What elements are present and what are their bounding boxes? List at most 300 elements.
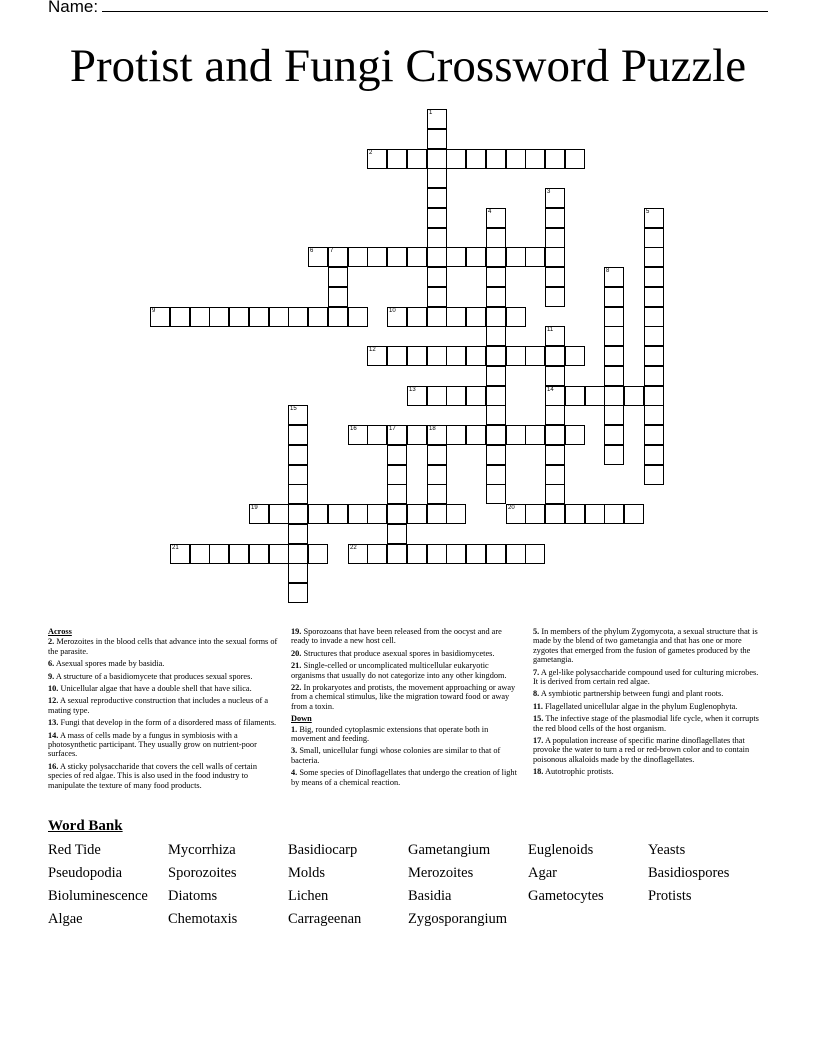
- grid-cell[interactable]: [407, 307, 427, 327]
- clue-number-label: 22: [350, 545, 357, 551]
- clue-text: Unicellular algae that have a double shell that have silica.: [60, 684, 252, 694]
- grid-cell[interactable]: [545, 228, 565, 248]
- grid-cell[interactable]: [486, 287, 506, 307]
- grid-cell[interactable]: [288, 405, 308, 425]
- grid-cell[interactable]: [466, 346, 486, 366]
- word-bank-item: Merozoites: [408, 865, 474, 881]
- grid-cell[interactable]: [288, 425, 308, 445]
- grid-cell[interactable]: [644, 366, 664, 386]
- grid-cell[interactable]: [427, 188, 447, 208]
- grid-cell[interactable]: [525, 247, 545, 267]
- grid-cell[interactable]: [486, 149, 506, 169]
- grid-cell[interactable]: [545, 326, 565, 346]
- clue-number: 9.: [48, 671, 55, 681]
- grid-cell[interactable]: [387, 247, 407, 267]
- grid-cell[interactable]: [604, 287, 624, 307]
- name-blank-line[interactable]: [102, 0, 768, 12]
- grid-cell[interactable]: [269, 504, 289, 524]
- clue-item: [533, 689, 763, 698]
- clue-number-label: 12: [369, 347, 376, 353]
- grid-cell[interactable]: [328, 307, 348, 327]
- word-bank-item: Lichen: [288, 888, 329, 904]
- clue-text: Merozoites in the blood cells that advance into the sexual forms of the parasite.: [48, 637, 278, 656]
- grid-cell[interactable]: [190, 544, 210, 564]
- clue-number: 15.: [533, 714, 544, 724]
- word-bank-item: Euglenoids: [528, 842, 594, 858]
- word-bank-item: Basidia: [408, 888, 452, 904]
- grid-cell[interactable]: [427, 247, 447, 267]
- grid-cell[interactable]: [269, 307, 289, 327]
- clues-column-1: [48, 627, 278, 793]
- clue-number: 3.: [291, 746, 298, 756]
- clue-number-label: 3: [547, 189, 551, 195]
- grid-cell[interactable]: [427, 168, 447, 188]
- clue-text: Autotrophic protists.: [545, 767, 614, 777]
- grid-cell[interactable]: [466, 149, 486, 169]
- grid-cell[interactable]: [545, 445, 565, 465]
- clue-number: 21.: [291, 661, 302, 671]
- clue-number: 4.: [291, 768, 298, 778]
- word-bank-item: Chemotaxis: [168, 911, 238, 927]
- grid-cell[interactable]: [486, 267, 506, 287]
- grid-cell[interactable]: [545, 504, 565, 524]
- word-bank: [48, 841, 768, 929]
- grid-cell[interactable]: [525, 425, 545, 445]
- grid-cell[interactable]: [644, 307, 664, 327]
- grid-cell[interactable]: [367, 544, 387, 564]
- grid-cell[interactable]: [644, 287, 664, 307]
- clue-item: [291, 661, 521, 680]
- grid-cell[interactable]: [624, 504, 644, 524]
- grid-cell[interactable]: [545, 247, 565, 267]
- grid-cell[interactable]: [249, 544, 269, 564]
- grid-cell[interactable]: [644, 405, 664, 425]
- grid-cell[interactable]: [565, 504, 585, 524]
- grid-cell[interactable]: [348, 425, 368, 445]
- grid-cell[interactable]: [644, 445, 664, 465]
- grid-cell[interactable]: [565, 346, 585, 366]
- grid-cell[interactable]: [604, 366, 624, 386]
- grid-cell[interactable]: [604, 445, 624, 465]
- clue-text: Sporozoans that have been released from the oocyst and are ready to invade a new host cell.: [291, 627, 502, 646]
- grid-cell[interactable]: [525, 149, 545, 169]
- grid-cell[interactable]: [644, 326, 664, 346]
- grid-cell[interactable]: [604, 386, 624, 406]
- word-bank-item: Basidiospores: [648, 865, 730, 881]
- grid-cell[interactable]: [367, 504, 387, 524]
- clue-number-label: 18: [429, 426, 436, 432]
- grid-cell[interactable]: [209, 544, 229, 564]
- grid-cell[interactable]: [446, 504, 466, 524]
- grid-cell[interactable]: [525, 504, 545, 524]
- clue-number-label: 13: [409, 387, 416, 393]
- across-heading: Across: [48, 627, 72, 636]
- grid-cell[interactable]: [506, 425, 526, 445]
- grid-cell[interactable]: [427, 109, 447, 129]
- grid-cell[interactable]: [486, 445, 506, 465]
- clue-text: Some species of Dinoflagellates that undergo the creation of light by means of a chemical reaction.: [291, 768, 517, 787]
- grid-cell[interactable]: [387, 484, 407, 504]
- grid-cell[interactable]: [446, 307, 466, 327]
- clue-number: 5.: [533, 627, 540, 636]
- clue-number: 14.: [48, 730, 59, 740]
- grid-cell[interactable]: [288, 445, 308, 465]
- grid-cell[interactable]: [348, 307, 368, 327]
- grid-cell[interactable]: [249, 307, 269, 327]
- grid-cell[interactable]: [288, 504, 308, 524]
- grid-cell[interactable]: [328, 287, 348, 307]
- grid-cell[interactable]: [466, 425, 486, 445]
- grid-cell[interactable]: [288, 484, 308, 504]
- word-bank-item: Algae: [48, 911, 83, 927]
- grid-cell[interactable]: [170, 307, 190, 327]
- grid-cell[interactable]: [387, 524, 407, 544]
- grid-cell[interactable]: [545, 425, 565, 445]
- clue-item: [48, 672, 278, 681]
- clue-item: [291, 746, 521, 765]
- grid-cell[interactable]: [348, 544, 368, 564]
- grid-cell[interactable]: [644, 425, 664, 445]
- grid-cell[interactable]: [249, 504, 269, 524]
- grid-cell[interactable]: [545, 386, 565, 406]
- clue-text: Flagellated unicellular algae in the phylum Euglenophyta.: [545, 701, 738, 711]
- grid-cell[interactable]: [190, 307, 210, 327]
- clue-item: [533, 714, 763, 733]
- word-bank-item: Agar: [528, 865, 557, 881]
- clue-item: [48, 637, 278, 656]
- grid-cell[interactable]: [387, 425, 407, 445]
- grid-cell[interactable]: [466, 247, 486, 267]
- grid-cell[interactable]: [427, 307, 447, 327]
- grid-cell[interactable]: [427, 484, 447, 504]
- clue-number: 12.: [48, 696, 59, 706]
- grid-cell[interactable]: [367, 247, 387, 267]
- grid-cell[interactable]: [229, 544, 249, 564]
- grid-cell[interactable]: [348, 247, 368, 267]
- clue-number-label: 19: [251, 505, 258, 511]
- word-bank-item: Gametangium: [408, 842, 491, 858]
- grid-cell[interactable]: [506, 504, 526, 524]
- grid-cell[interactable]: [545, 484, 565, 504]
- grid-cell[interactable]: [367, 149, 387, 169]
- clues-column-2: [291, 627, 521, 790]
- grid-cell[interactable]: [407, 386, 427, 406]
- grid-cell[interactable]: [604, 504, 624, 524]
- clue-number-label: 17: [389, 426, 396, 432]
- clue-item: [291, 768, 521, 787]
- clue-number-label: 21: [172, 545, 179, 551]
- clue-item: [291, 725, 521, 744]
- grid-cell[interactable]: [407, 544, 427, 564]
- word-bank-item: Sporozoites: [168, 865, 237, 881]
- clue-number-label: 2: [369, 150, 373, 156]
- grid-cell[interactable]: [565, 149, 585, 169]
- clue-text: In members of the phylum Zygomycota, a sexual structure that is made by the blend of two gametangia and that has one or more zygotes that emerged from the fusion of gametes produced by the gametangia.: [533, 627, 758, 665]
- grid-cell[interactable]: [427, 504, 447, 524]
- grid-cell[interactable]: [604, 326, 624, 346]
- grid-cell[interactable]: [486, 544, 506, 564]
- page-title: Protist and Fungi Crossword Puzzle: [69, 40, 747, 92]
- grid-cell[interactable]: [644, 247, 664, 267]
- clue-item: [533, 702, 763, 711]
- grid-cell[interactable]: [486, 425, 506, 445]
- word-bank-item: Molds: [288, 865, 326, 881]
- grid-cell[interactable]: [545, 149, 565, 169]
- clue-text: Small, unicellular fungi whose colonies are similar to that of bacteria.: [291, 746, 501, 765]
- grid-cell[interactable]: [328, 267, 348, 287]
- grid-cell[interactable]: [269, 544, 289, 564]
- word-bank-item: Diatoms: [168, 888, 218, 904]
- grid-cell[interactable]: [288, 544, 308, 564]
- grid-cell[interactable]: [446, 386, 466, 406]
- grid-cell[interactable]: [387, 465, 407, 485]
- grid-cell[interactable]: [367, 346, 387, 366]
- grid-cell[interactable]: [545, 465, 565, 485]
- clue-number: 7.: [533, 667, 540, 677]
- grid-cell[interactable]: [150, 307, 170, 327]
- grid-cell[interactable]: [446, 247, 466, 267]
- grid-cell[interactable]: [506, 307, 526, 327]
- grid-cell[interactable]: [427, 425, 447, 445]
- word-bank-title: Word Bank: [48, 818, 123, 834]
- grid-cell[interactable]: [288, 307, 308, 327]
- clue-item: [291, 649, 521, 658]
- word-bank-item: Zygosporangium: [408, 911, 508, 927]
- word-bank-item: Red Tide: [48, 842, 101, 858]
- clue-text: A mass of cells made by a fungus in symbiosis with a photosynthetic participant. They usually grow on nutrient-poor surfaces.: [48, 730, 257, 759]
- clue-number: 2.: [48, 637, 55, 647]
- grid-cell[interactable]: [604, 307, 624, 327]
- grid-cell[interactable]: [308, 544, 328, 564]
- clue-number-label: 1: [429, 110, 433, 116]
- grid-cell[interactable]: [427, 267, 447, 287]
- clue-number: 20.: [291, 648, 302, 658]
- grid-cell[interactable]: [387, 346, 407, 366]
- grid-cell[interactable]: [328, 247, 348, 267]
- grid-cell[interactable]: [545, 366, 565, 386]
- grid-cell[interactable]: [486, 366, 506, 386]
- clue-item: [48, 718, 278, 727]
- grid-cell[interactable]: [407, 346, 427, 366]
- grid-cell[interactable]: [545, 188, 565, 208]
- clue-text: A sexual reproductive construction that includes a nucleus of a mating type.: [48, 696, 269, 715]
- clue-item: [533, 736, 763, 764]
- grid-cell[interactable]: [427, 445, 447, 465]
- clue-item: [48, 731, 278, 759]
- grid-cell[interactable]: [229, 307, 249, 327]
- clue-number: 8.: [533, 689, 540, 699]
- clue-number-label: 14: [547, 387, 554, 393]
- grid-cell[interactable]: [486, 346, 506, 366]
- grid-cell[interactable]: [545, 287, 565, 307]
- grid-cell[interactable]: [288, 563, 308, 583]
- clue-number: 13.: [48, 718, 59, 728]
- clue-number-label: 16: [350, 426, 357, 432]
- grid-cell[interactable]: [387, 544, 407, 564]
- clue-number-label: 8: [606, 268, 610, 274]
- clue-number-label: 9: [152, 308, 156, 314]
- grid-cell[interactable]: [446, 544, 466, 564]
- clue-number-label: 15: [290, 406, 297, 412]
- grid-cell[interactable]: [328, 504, 348, 524]
- clue-text: In prokaryotes and protists, the movement approaching or away from a chemical stimulus, like the migration toward food or away from a toxin.: [291, 683, 516, 711]
- grid-cell[interactable]: [387, 307, 407, 327]
- clue-number-label: 4: [488, 209, 492, 215]
- grid-cell[interactable]: [209, 307, 229, 327]
- grid-cell[interactable]: [506, 149, 526, 169]
- grid-cell[interactable]: [506, 346, 526, 366]
- word-bank-item: Carrageenan: [288, 911, 362, 927]
- word-bank-item: Bioluminescence: [48, 888, 148, 904]
- grid-cell[interactable]: [427, 287, 447, 307]
- clue-item: [533, 767, 763, 776]
- grid-cell[interactable]: [387, 445, 407, 465]
- clue-number: 11.: [533, 701, 543, 711]
- grid-cell[interactable]: [170, 544, 190, 564]
- grid-cell[interactable]: [486, 208, 506, 228]
- grid-cell[interactable]: [486, 247, 506, 267]
- clue-number: 19.: [291, 627, 302, 636]
- clue-number-label: 11: [547, 327, 554, 333]
- clue-text: A sticky polysaccharide that covers the cell walls of certain species of red algae. This is also used in the food industry to manipulate the texture of many food products.: [48, 761, 257, 790]
- grid-cell[interactable]: [486, 307, 506, 327]
- grid-cell[interactable]: [367, 425, 387, 445]
- clue-number-label: 5: [646, 209, 650, 215]
- grid-cell[interactable]: [644, 386, 664, 406]
- clue-text: Structures that produce asexual spores in basidiomycetes.: [303, 648, 495, 658]
- clue-item: [291, 627, 521, 646]
- grid-cell[interactable]: [585, 504, 605, 524]
- grid-cell[interactable]: [387, 149, 407, 169]
- grid-cell[interactable]: [644, 208, 664, 228]
- clue-number: 16.: [48, 761, 59, 771]
- clue-item: [533, 627, 763, 665]
- grid-cell[interactable]: [545, 405, 565, 425]
- clue-item: [291, 683, 521, 711]
- clues-column-3: [533, 627, 763, 780]
- grid-cell[interactable]: [604, 267, 624, 287]
- clue-number: 18.: [533, 767, 544, 777]
- grid-cell[interactable]: [446, 425, 466, 445]
- grid-cell[interactable]: [565, 425, 585, 445]
- clue-text: A population increase of specific marine dinoflagellates that provoke the water to turn a red or red-brown color and to contain poisonous alkaloids made by the dinoflagellates.: [533, 736, 750, 764]
- grid-cell[interactable]: [348, 504, 368, 524]
- grid-cell[interactable]: [427, 544, 447, 564]
- clue-text: A structure of a basidiomycete that produces sexual spores.: [55, 671, 253, 681]
- clue-text: Single-celled or uncomplicated multicellular eukaryotic organisms that usually do not categorize into any other kingdom.: [291, 661, 507, 680]
- grid-cell[interactable]: [427, 228, 447, 248]
- clue-number: 17.: [533, 736, 544, 746]
- clue-text: The infective stage of the plasmodial life cycle, when it corrupts the red blood cells of the host organism.: [533, 714, 759, 733]
- word-bank-item: Yeasts: [648, 842, 686, 858]
- clue-number: 6.: [48, 659, 55, 669]
- word-bank-item: Gametocytes: [528, 888, 604, 904]
- grid-cell[interactable]: [427, 149, 447, 169]
- grid-cell[interactable]: [644, 228, 664, 248]
- grid-cell[interactable]: [288, 524, 308, 544]
- grid-cell[interactable]: [604, 425, 624, 445]
- clue-number-label: 7: [330, 248, 334, 254]
- clue-number: 1.: [291, 724, 298, 734]
- grid-cell[interactable]: [407, 425, 427, 445]
- clue-item: [48, 762, 278, 790]
- grid-cell[interactable]: [486, 405, 506, 425]
- clue-item: [48, 684, 278, 693]
- clue-number-label: 20: [508, 505, 515, 511]
- word-bank-item: Pseudopodia: [48, 865, 123, 881]
- grid-cell[interactable]: [387, 504, 407, 524]
- grid-cell[interactable]: [427, 208, 447, 228]
- grid-cell[interactable]: [427, 386, 447, 406]
- grid-cell[interactable]: [308, 307, 328, 327]
- grid-cell[interactable]: [308, 504, 328, 524]
- grid-cell[interactable]: [288, 465, 308, 485]
- grid-cell[interactable]: [466, 307, 486, 327]
- word-bank-item: Mycorrhiza: [168, 842, 236, 858]
- grid-cell[interactable]: [446, 149, 466, 169]
- clue-number-label: 10: [389, 308, 396, 314]
- grid-cell[interactable]: [486, 326, 506, 346]
- clue-text: Big, rounded cytoplasmic extensions that operate both in movement and feeding.: [291, 724, 489, 744]
- grid-cell[interactable]: [644, 465, 664, 485]
- grid-cell[interactable]: [644, 346, 664, 366]
- clue-item: [533, 668, 763, 687]
- down-heading: Down: [291, 714, 312, 724]
- clue-number-label: 6: [310, 248, 314, 254]
- grid-cell[interactable]: [486, 228, 506, 248]
- grid-cell[interactable]: [427, 465, 447, 485]
- grid-cell[interactable]: [427, 129, 447, 149]
- grid-cell[interactable]: [486, 465, 506, 485]
- grid-cell[interactable]: [565, 386, 585, 406]
- grid-cell[interactable]: [545, 267, 565, 287]
- clue-number: 22.: [291, 683, 302, 693]
- grid-cell[interactable]: [446, 346, 466, 366]
- grid-cell[interactable]: [644, 267, 664, 287]
- grid-cell[interactable]: [466, 544, 486, 564]
- name-label: Name:: [48, 0, 99, 16]
- grid-cell[interactable]: [525, 346, 545, 366]
- clue-text: A gel-like polysaccharide compound used for culturing microbes. It is derived from certain red algae.: [533, 667, 759, 687]
- grid-cell[interactable]: [407, 247, 427, 267]
- grid-cell[interactable]: [624, 386, 644, 406]
- grid-cell[interactable]: [506, 544, 526, 564]
- grid-cell[interactable]: [407, 504, 427, 524]
- clue-item: [48, 659, 278, 668]
- clue-item: [48, 696, 278, 715]
- name-field[interactable]: [48, 0, 768, 17]
- grid-cell[interactable]: [427, 346, 447, 366]
- grid-cell[interactable]: [604, 405, 624, 425]
- grid-cell[interactable]: [486, 386, 506, 406]
- grid-cell[interactable]: [545, 346, 565, 366]
- clue-number: 10.: [48, 684, 59, 694]
- word-bank-item: Protists: [648, 888, 692, 904]
- grid-cell[interactable]: [604, 346, 624, 366]
- grid-cell[interactable]: [308, 247, 328, 267]
- grid-cell[interactable]: [407, 149, 427, 169]
- grid-cell[interactable]: [288, 583, 308, 603]
- clue-text: Asexual spores made by basidia.: [55, 659, 165, 669]
- grid-cell[interactable]: [466, 386, 486, 406]
- grid-cell[interactable]: [525, 544, 545, 564]
- grid-cell[interactable]: [585, 386, 605, 406]
- word-bank-item: Basidiocarp: [288, 842, 358, 858]
- grid-cell[interactable]: [545, 208, 565, 228]
- grid-cell[interactable]: [486, 484, 506, 504]
- clue-text: Fungi that develop in the form of a disordered mass of filaments.: [60, 718, 277, 728]
- grid-cell[interactable]: [506, 247, 526, 267]
